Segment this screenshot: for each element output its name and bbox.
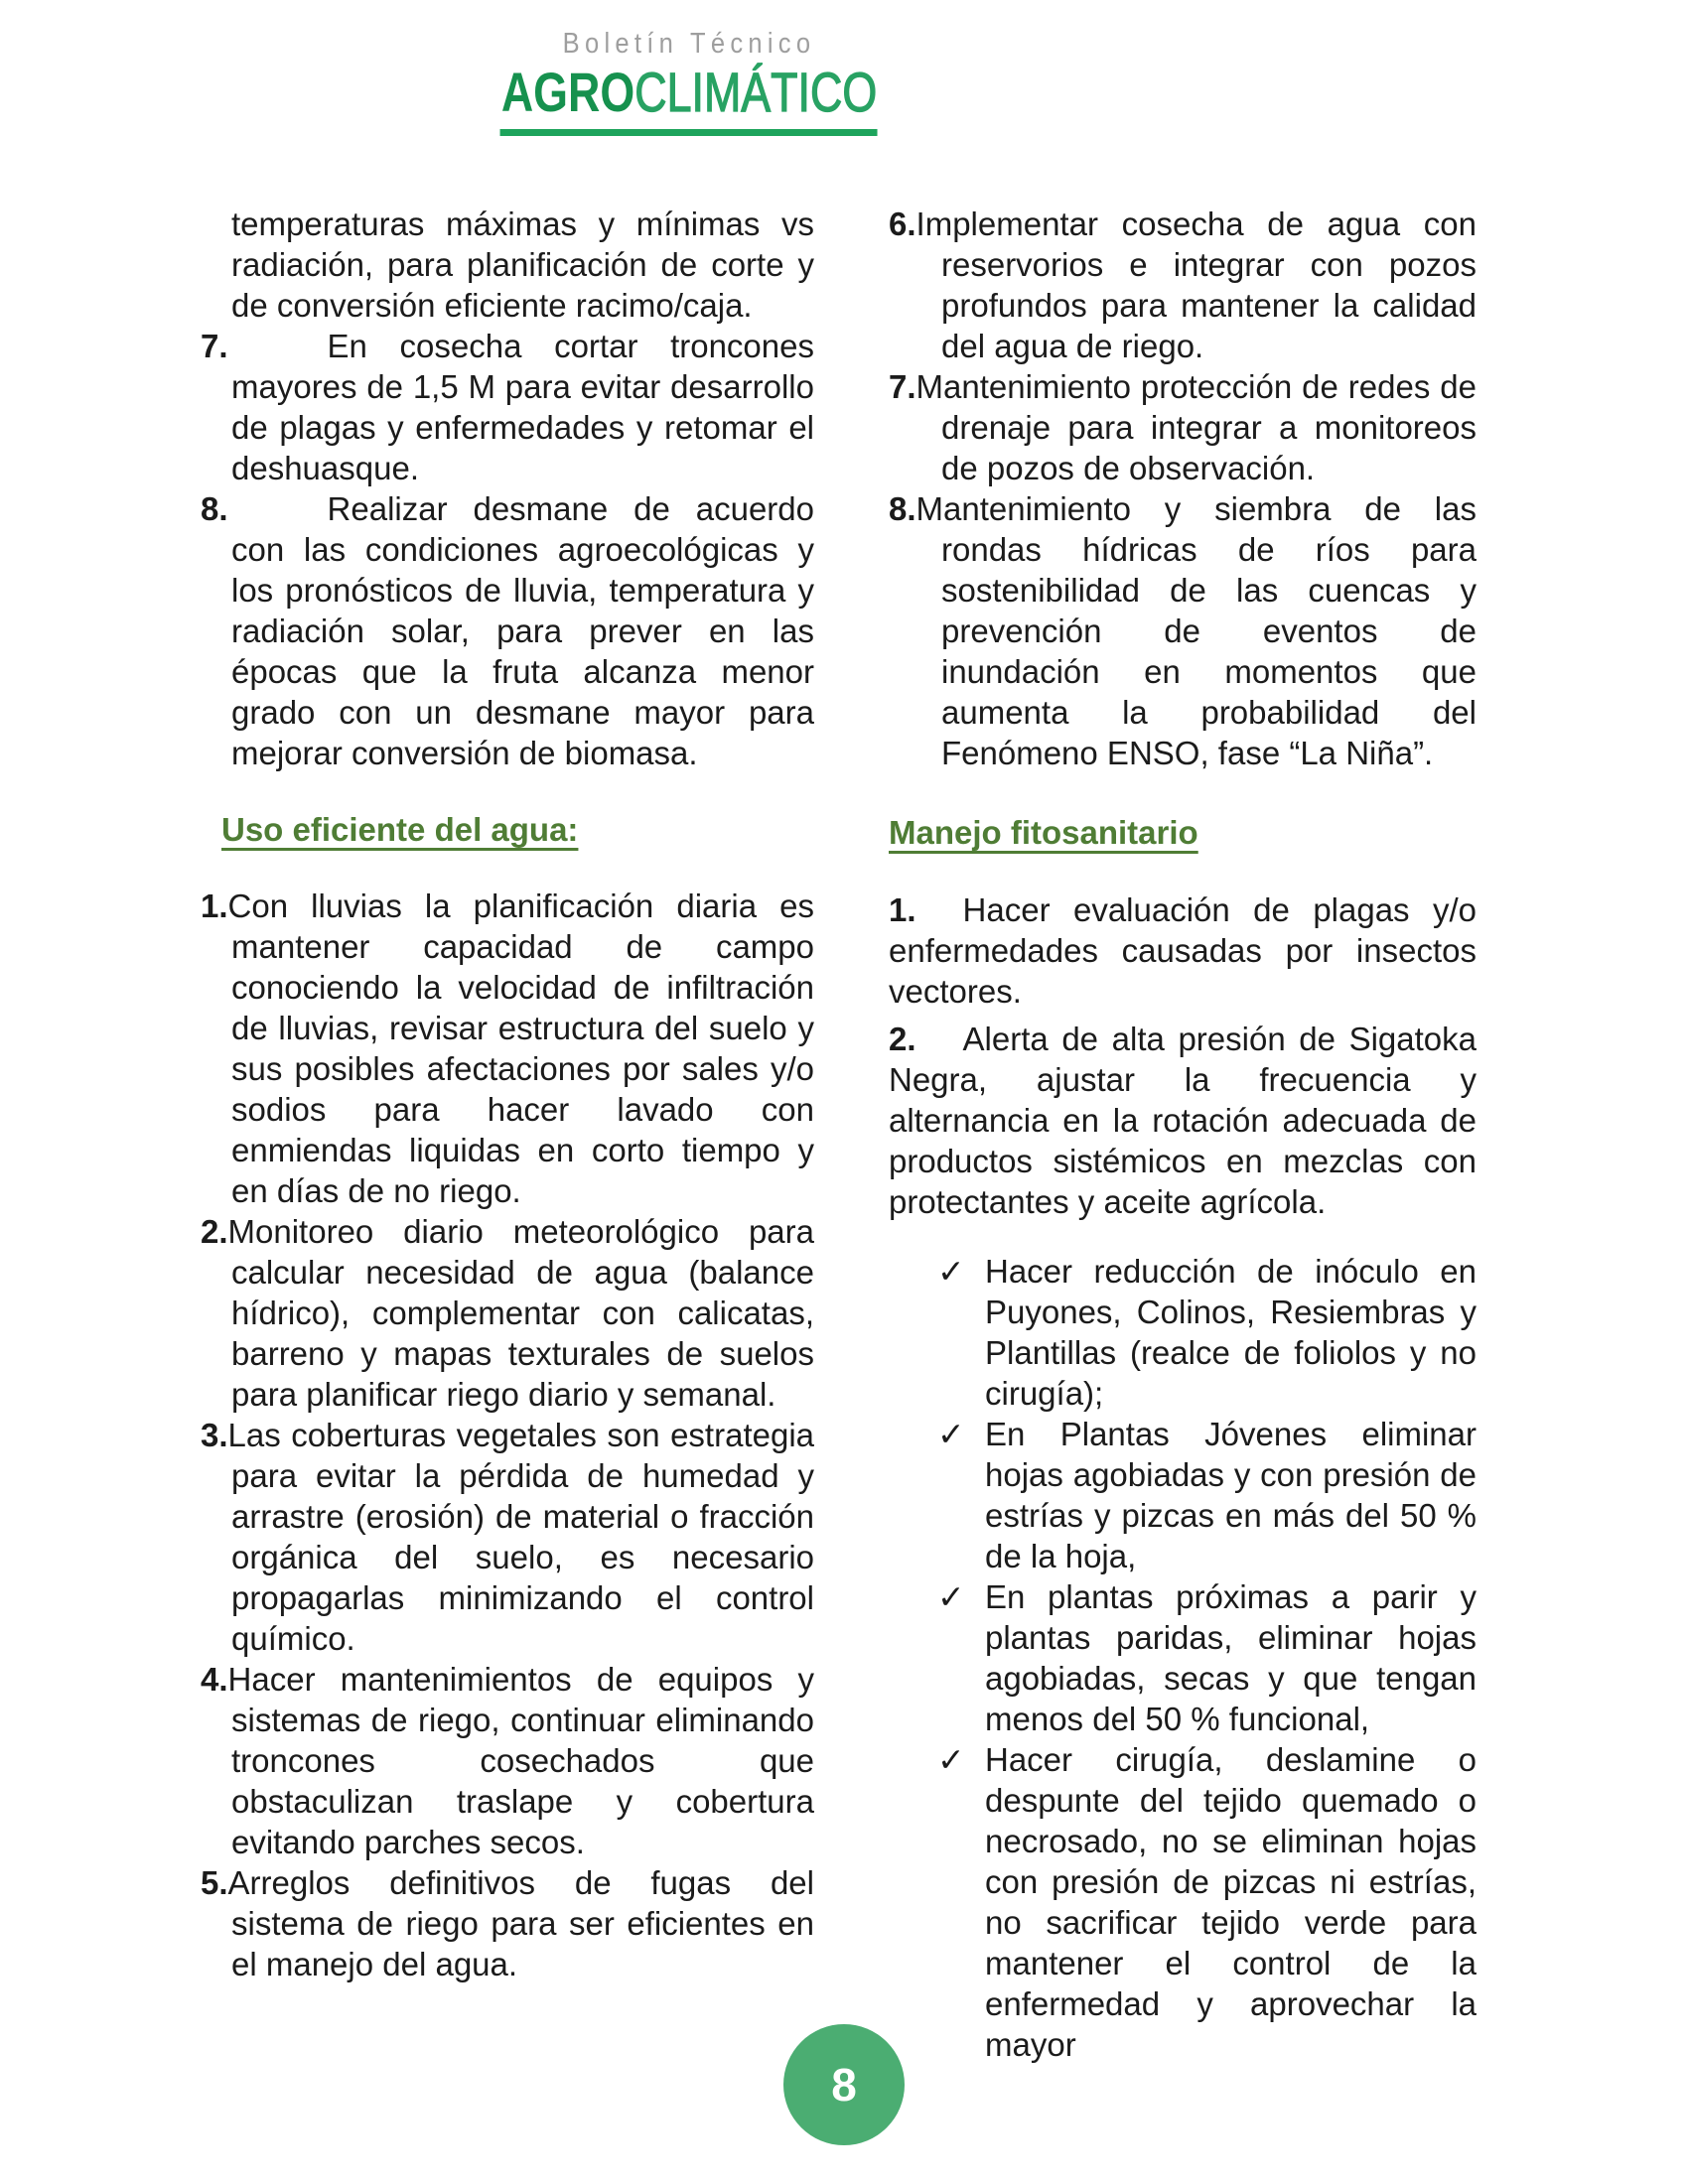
list-item-number: 1. xyxy=(201,887,228,924)
page-number-badge: 8 xyxy=(783,2024,905,2145)
checkmark-icon: ✓ xyxy=(937,1741,965,1778)
check-item-1 xyxy=(889,1251,1477,1414)
water-list-item-4 xyxy=(201,1659,814,1862)
list-item-text: Mantenimiento y siembra de las rondas hídricas de ríos para sostenibilidad de las cuencas y prevención de eventos de inundación en momentos que aumenta la probabilidad del Fenómeno ENSO, fase “La Niña”. xyxy=(915,490,1477,771)
check-item-text: En plantas próximas a parir y plantas paridas, eliminar hojas agobiadas, secas y que tengan menos del 50 % funcional, xyxy=(985,1578,1477,1737)
list-item-text: Mantenimiento protección de redes de drenaje para integrar a monitoreos de pozos de observación. xyxy=(915,368,1477,486)
logo-climatico: CLIMÁTICO xyxy=(634,61,878,123)
water-list-item-3 xyxy=(201,1415,814,1659)
list-item-text: Con lluvias la planificación diaria es mantener capacidad de campo conociendo la velocidad de infiltración de lluvias, revisar estructura del suelo y sus posibles afectaciones por sales y/o sodios para hacer lavado con enmiendas liquidas en corto tiempo y en días de no riego. xyxy=(227,887,814,1209)
paragraph-number: 1. xyxy=(889,891,916,928)
check-item-text: Hacer cirugía, deslamine o despunte del tejido quemado o necrosado, no se eliminan hojas con presión de pizcas ni estrías, no sacrificar tejido verde para mantener el control de la enfermedad y aprovechar la mayor xyxy=(985,1741,1477,2063)
list-item-number: 8. xyxy=(889,490,916,527)
list-item-text: Monitoreo diario meteorológico para calcular necesidad de agua (balance hídrico), complementar con calicatas, barreno y mapas texturales de suelos para planificar riego diario y semanal. xyxy=(227,1213,814,1413)
list-item-7 xyxy=(201,326,814,488)
paragraph-continuation: temperaturas máximas y mínimas vs radiación, para planificación de corte y de conversión eficiente racimo/caja. xyxy=(231,205,814,324)
list-item-text: Hacer mantenimientos de equipos y sistemas de riego, continuar eliminando troncones cosechados que obstaculizan traslape y cobertura evitando parches secos. xyxy=(227,1661,814,1860)
list-item-number: 8. xyxy=(201,490,228,527)
list-item-number: 5. xyxy=(201,1864,228,1901)
list-item-text: Arreglos definitivos de fugas del sistema de riego para ser eficientes en el manejo del agua. xyxy=(227,1864,814,1982)
check-item-text: En Plantas Jóvenes eliminar hojas agobiadas y con presión de estrías y pizcas en más del 50 % de la hoja, xyxy=(985,1416,1477,1574)
list-item-6 xyxy=(889,204,1477,366)
check-list xyxy=(889,1251,1477,2065)
water-list-item-5 xyxy=(201,1862,814,1984)
checkmark-icon: ✓ xyxy=(937,1416,965,1452)
paragraph-text: Hacer evaluación de plagas y/o enfermedades causadas por insectos vectores. xyxy=(889,891,1477,1010)
masthead xyxy=(455,28,924,136)
logo-agro: AGRO xyxy=(500,61,635,123)
right-column xyxy=(889,204,1477,2065)
water-list-item-1 xyxy=(201,886,814,1211)
list-item-7 xyxy=(889,366,1477,488)
fitosanitario-paragraph-1 xyxy=(889,889,1477,1012)
paragraph-text: Alerta de alta presión de Sigatoka Negra, ajustar la frecuencia y alternancia en la rotación adecuada de productos sistémicos en mezclas con protectantes y aceite agrícola. xyxy=(889,1021,1477,1220)
water-list-item-2 xyxy=(201,1211,814,1415)
list-item-text: Realizar desmane de acuerdo con las condiciones agroecológicas y los pronósticos de lluvia, temperatura y radiación solar, para prever en las épocas que la fruta alcanza menor grado con un desmane mayor para mejorar conversión de biomasa. xyxy=(231,490,814,771)
section-heading-uso-eficiente: Uso eficiente del agua: xyxy=(221,811,579,848)
logo-underline-bar xyxy=(500,129,878,136)
check-item-3 xyxy=(889,1576,1477,1739)
list-item-number: 3. xyxy=(201,1417,228,1453)
list-item-number: 2. xyxy=(201,1213,228,1250)
checkmark-icon: ✓ xyxy=(937,1253,965,1290)
fitosanitario-paragraph-2 xyxy=(889,1019,1477,1222)
list-item-text: Las coberturas vegetales son estrategia para evitar la pérdida de humedad y arrastre (erosión) de material o fracción orgánica del suelo, es necesario propagarlas minimizando el control químico. xyxy=(227,1417,814,1657)
list-item-text: Implementar cosecha de agua con reservorios e integrar con pozos profundos para mantener la calidad del agua de riego. xyxy=(915,205,1477,364)
list-item-number: 7. xyxy=(889,368,916,405)
check-item-text: Hacer reducción de inóculo en Puyones, Colinos, Resiembras y Plantillas (realce de foliolos y no cirugía); xyxy=(985,1253,1477,1412)
paragraph-number: 2. xyxy=(889,1021,916,1057)
list-item-number: 6. xyxy=(889,205,916,242)
check-item-4 xyxy=(889,1739,1477,2065)
list-item-number: 7. xyxy=(201,328,228,364)
list-item-8 xyxy=(889,488,1477,773)
left-column xyxy=(201,204,814,1984)
list-item-text: En cosecha cortar troncones mayores de 1,5 M para evitar desarrollo de plagas y enfermedades y retomar el deshuasque. xyxy=(231,328,814,486)
list-item-8 xyxy=(201,488,814,773)
list-item-number: 4. xyxy=(201,1661,228,1698)
agroclimatico-logo xyxy=(501,63,877,122)
checkmark-icon: ✓ xyxy=(937,1578,965,1615)
bulletin-kicker: Boletín Técnico xyxy=(562,28,816,60)
section-heading-manejo-fitosanitario: Manejo fitosanitario xyxy=(889,814,1198,851)
check-item-2 xyxy=(889,1414,1477,1576)
